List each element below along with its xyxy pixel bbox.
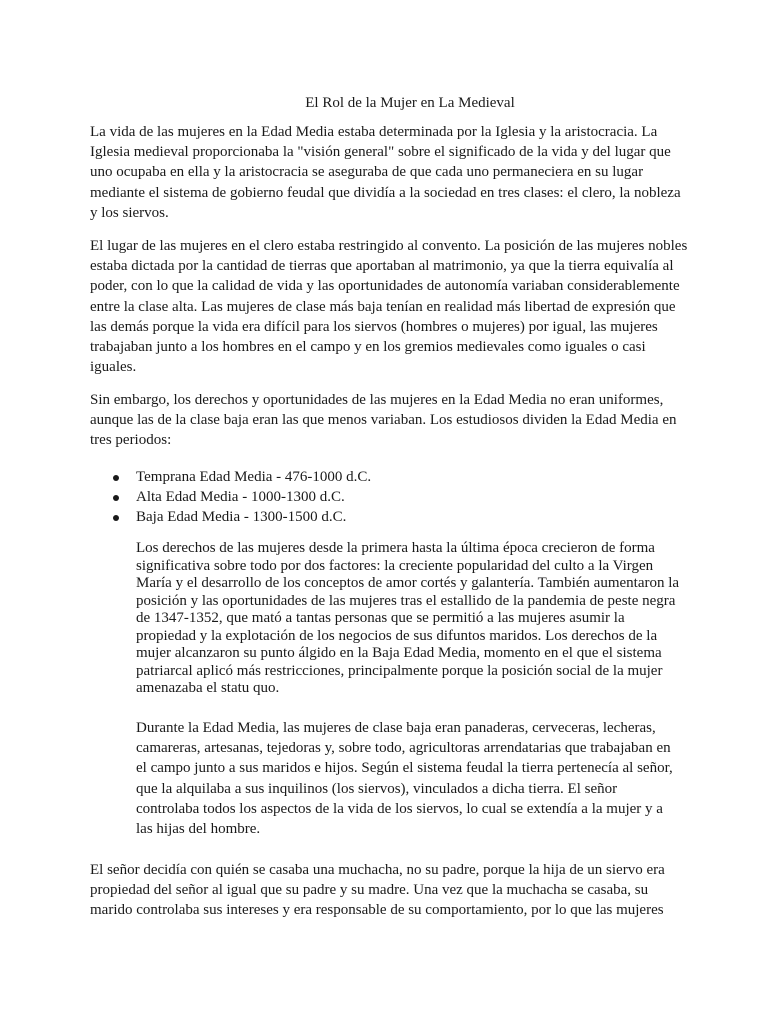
- page-title: El Rol de la Mujer en La Medieval: [305, 95, 515, 111]
- bullet-icon: [113, 495, 119, 501]
- list-item: [90, 507, 690, 527]
- bullet-icon: [113, 515, 119, 521]
- list-item-text: Baja Edad Media - 1300-1500 d.C.: [136, 509, 347, 526]
- paragraph-rights-growth: Los derechos de las mujeres desde la primera hasta la última época crecieron de forma significativa sobre todo por dos factores: la creciente popularidad del culto a la Virgen María y el desarrollo de los conceptos de amor cortés y galantería. También aumentaron la posición y las oportunidades de las mujeres tras el estallido de la pandemia de peste negra de 1347-1352, que mató a tantas personas que se permitió a las mujeres asumir la propiedad y la explotación de los negocios de sus difuntos maridos. Los derechos de la mujer alcanzaron su punto álgido en la Baja Edad Media, momento en el que el sistema patriarcal aplicó más restricciones, principalmente porque la posición social de la mujer amenazaba el statu quo.: [136, 540, 680, 696]
- list-item: [90, 487, 690, 507]
- list-item-text: Temprana Edad Media - 476-1000 d.C.: [136, 469, 372, 485]
- bullet-icon: [113, 475, 119, 481]
- paragraph-periods-intro: Sin embargo, los derechos y oportunidades de las mujeres en la Edad Media no eran uniformes, aunque las de la clase baja eran las que menos variaban. Los estudiosos dividen la Edad Media en tres periodos:: [90, 392, 677, 449]
- periods-list: [90, 467, 690, 528]
- list-item-text: Alta Edad Media - 1000-1300 d.C.: [136, 489, 345, 506]
- paragraph-women-classes: El lugar de las mujeres en el clero estaba restringido al convento. La posición de las mujeres nobles estaba dictada por la cantidad de tierras que aportaban al matrimonio, ya que la tierra equivalía al poder, con lo que la calidad de vida y las oportunidades de autonomía variaban considerablemente entre la clase alta. Las mujeres de clase más baja tenían en realidad más libertad de expresión que las demás porque la vida era difícil para los siervos (hombres o mujeres) por igual, las mujeres trabajaban junto a los hombres en el campo y en los gremios medievales como iguales o casi iguales.: [90, 238, 688, 376]
- paragraph-lower-class-work: Durante la Edad Media, las mujeres de clase baja eran panaderas, cerveceras, lecheras, camareras, artesanas, tejedoras y, sobre todo, agricultoras arrendatarias que trabajaban en el campo junto a sus maridos e hijos. Según el sistema feudal la tierra pertenecía al señor, que la alquilaba a sus inquilinos (los siervos), vinculados a dicha tierra. El señor controlaba todos los aspectos de la vida de los siervos, lo cual se extendía a la mujer y a las hijas del hombre.: [136, 720, 673, 838]
- list-item: [90, 467, 690, 487]
- paragraph-lord-marriage: El señor decidía con quién se casaba una muchacha, no su padre, porque la hija de un siervo era propiedad del señor al igual que su padre y su madre. Una vez que la muchacha se casaba, su marido controlaba sus intereses y era responsable de su comportamiento, por lo que las mujeres: [90, 862, 665, 919]
- paragraph-intro: La vida de las mujeres en la Edad Media estaba determinada por la Iglesia y la aristocracia. La Iglesia medieval proporcionaba la "visión general" sobre el significado de la vida y del lugar que uno ocupaba en ella y la aristocracia se aseguraba de que cada uno permaneciera en su lugar mediante el sistema de gobierno feudal que dividía a la sociedad en tres clases: el clero, la nobleza y los siervos.: [90, 124, 681, 221]
